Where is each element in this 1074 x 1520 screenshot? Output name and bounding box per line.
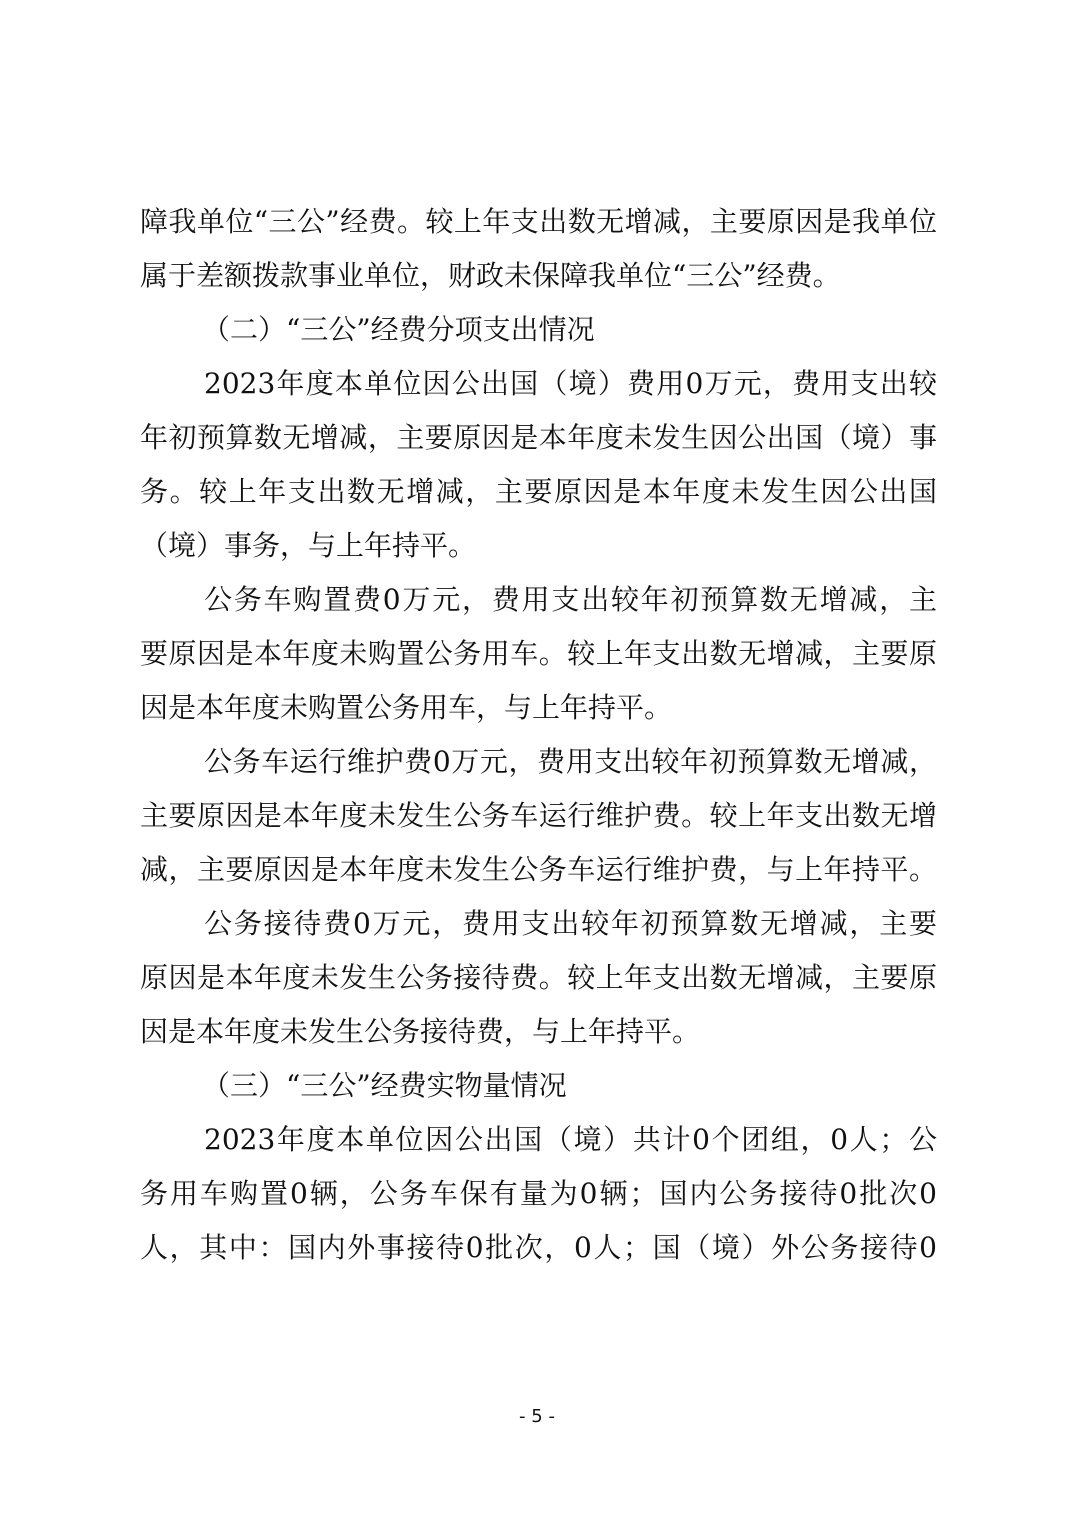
text-line: 2023年度本单位因公出国（境）共计0个团组，0人；公 (204, 1123, 937, 1156)
text-line: 公务车购置费0万元，费用支出较年初预算数无增减，主 (204, 583, 937, 616)
text-line: 要原因是本年度未购置公务用车。较上年支出数无增减，主要原 (140, 637, 937, 670)
text-line: （境）事务，与上年持平。 (140, 529, 477, 562)
text-line: 人，其中：国内外事接待0批次，0人；国（境）外公务接待0 (140, 1231, 937, 1264)
text-line: 因是本年度未购置公务用车，与上年持平。 (140, 691, 673, 724)
text-line: 务。较上年支出数无增减，主要原因是本年度未发生因公出国 (140, 475, 937, 508)
text-line: 务用车购置0辆，公务车保有量为0辆；国内公务接待0批次0 (140, 1177, 937, 1210)
text-line: 公务接待费0万元，费用支出较年初预算数无增减，主要 (204, 907, 937, 940)
page-number: - 5 - (519, 1406, 555, 1427)
text-line: 原因是本年度未发生公务接待费。较上年支出数无增减，主要原 (140, 961, 937, 994)
section-heading: （三）“三公”经费实物量情况 (202, 1069, 567, 1102)
text-line: 2023年度本单位因公出国（境）费用0万元，费用支出较 (204, 367, 937, 400)
text-line: 主要原因是本年度未发生公务车运行维护费。较上年支出数无增 (140, 799, 937, 832)
text-line: 公务车运行维护费0万元，费用支出较年初预算数无增减， (204, 745, 937, 778)
text-line: 障我单位“三公”经费。较上年支出数无增减，主要原因是我单位 (140, 205, 937, 238)
text-line: 属于差额拨款事业单位，财政未保障我单位“三公”经费。 (140, 259, 841, 292)
text-line: 减，主要原因是本年度未发生公务车运行维护费，与上年持平。 (140, 853, 937, 886)
text-line: 因是本年度未发生公务接待费，与上年持平。 (140, 1015, 701, 1048)
body-text (140, 195, 937, 1275)
text-line: 年初预算数无增减，主要原因是本年度未发生因公出国（境）事 (140, 421, 937, 454)
section-heading: （二）“三公”经费分项支出情况 (202, 313, 595, 346)
